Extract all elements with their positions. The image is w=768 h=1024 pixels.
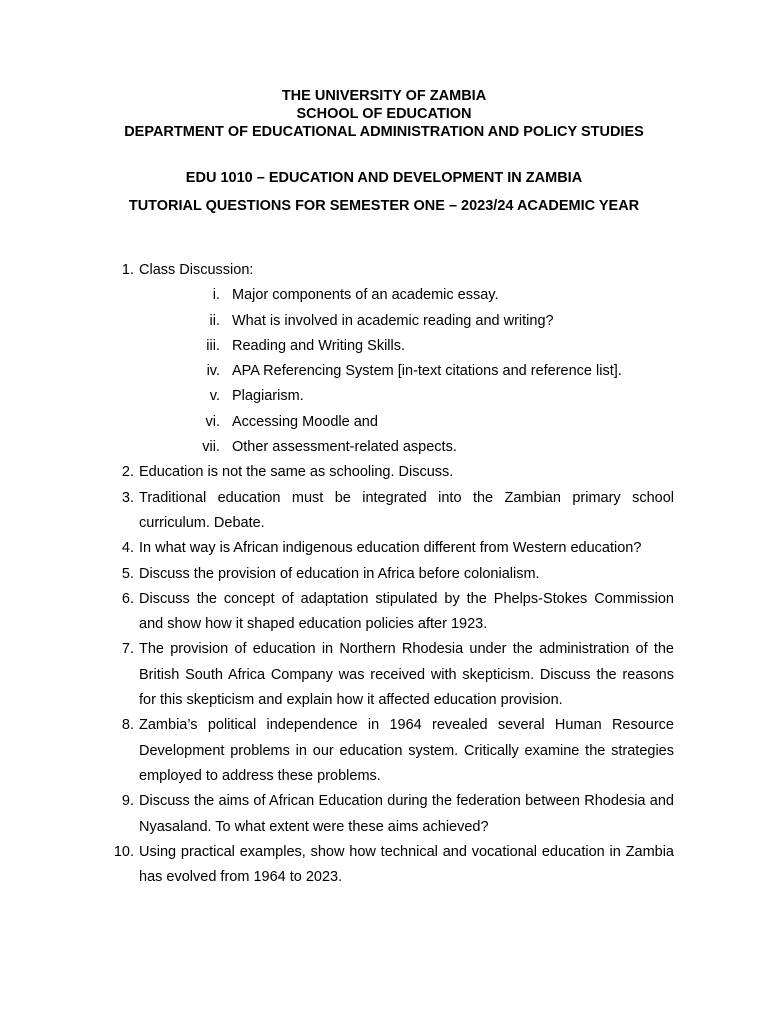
question-text: Discuss the aims of African Education during the federation between Rhodesia and Nyasaland. To what extent were these aims achieved?	[139, 793, 674, 835]
question-list	[0, 258, 768, 890]
sub-item-text: Major components of an academic essay.	[232, 287, 499, 304]
question-item	[0, 587, 768, 638]
sub-item-text: Reading and Writing Skills.	[232, 337, 406, 354]
sub-item-text: Plagiarism.	[232, 388, 304, 405]
question-text: Discuss the concept of adaptation stipulated by the Phelps-Stokes Commission and show how it shaped education policies after 1923.	[139, 590, 674, 633]
question-item	[0, 486, 768, 537]
question-text: Zambia’s political independence in 1964 revealed several Human Resource Development problems in our education system. Critically examine the strategies employed to address these problems.	[139, 717, 674, 784]
question-number: 9.	[121, 793, 134, 810]
sub-item-text: Other assessment-related aspects.	[232, 439, 457, 456]
sub-item-number: vii.	[202, 439, 220, 456]
sub-item-number: ii.	[209, 312, 220, 329]
sub-item-number: i.	[212, 287, 220, 304]
question-item	[0, 637, 768, 713]
question-item	[0, 789, 768, 840]
question-item	[0, 460, 768, 485]
sub-item	[0, 410, 768, 435]
question-number: 1.	[121, 262, 134, 278]
department-name: DEPARTMENT OF EDUCATIONAL ADMINISTRATION AND POLICY STUDIES	[124, 124, 644, 140]
question-text: In what way is African indigenous education different from Western education?	[139, 540, 642, 557]
question-number: 6.	[121, 590, 134, 607]
question-item	[0, 258, 768, 283]
sub-item	[0, 334, 768, 359]
course-title: EDU 1010 – EDUCATION AND DEVELOPMENT IN ZAMBIA	[185, 170, 583, 186]
sub-item	[0, 384, 768, 409]
sub-item	[0, 359, 768, 384]
question-text: Discuss the provision of education in Africa before colonialism.	[139, 565, 540, 582]
university-name: THE UNIVERSITY OF ZAMBIA	[281, 88, 487, 104]
sub-item-text: APA Referencing System [in-text citations and reference list].	[232, 363, 622, 380]
question-text: The provision of education in Northern Rhodesia under the administration of the British South Africa Company was received with skepticism. Discuss the reasons for this skepticism and explain how it affected education provision.	[139, 641, 674, 709]
question-number: 4.	[121, 540, 134, 557]
sub-item	[0, 435, 768, 460]
sub-item-number: iii.	[206, 337, 220, 354]
question-item	[0, 840, 768, 891]
question-number: 2.	[121, 464, 134, 481]
sub-item-number: vi.	[205, 413, 220, 430]
sub-item-number: v.	[209, 388, 220, 405]
question-text: Education is not the same as schooling. Discuss.	[139, 464, 454, 481]
question-number: 10.	[113, 843, 134, 860]
question-number: 3.	[121, 489, 134, 506]
question-item	[0, 713, 768, 789]
question-number: 5.	[121, 565, 134, 582]
question-item	[0, 562, 768, 587]
document-subtitle: TUTORIAL QUESTIONS FOR SEMESTER ONE – 2023/24 ACADEMIC YEAR	[128, 198, 640, 214]
sub-item-text: What is involved in academic reading and writing?	[232, 312, 554, 329]
sub-item	[0, 283, 768, 308]
sub-item-text: Accessing Moodle and	[232, 413, 378, 430]
school-name: SCHOOL OF EDUCATION	[296, 106, 472, 122]
question-text: Class Discussion:	[139, 262, 254, 278]
sub-item-number: iv.	[206, 363, 220, 380]
question-text: Using practical examples, show how technical and vocational education in Zambia has evolved from 1964 to 2023.	[139, 843, 674, 886]
sub-item	[0, 309, 768, 334]
question-number: 7.	[121, 641, 134, 658]
question-text: Traditional education must be integrated into the Zambian primary school curriculum. Debate.	[139, 489, 674, 531]
question-item	[0, 536, 768, 561]
question-number: 8.	[121, 717, 134, 734]
